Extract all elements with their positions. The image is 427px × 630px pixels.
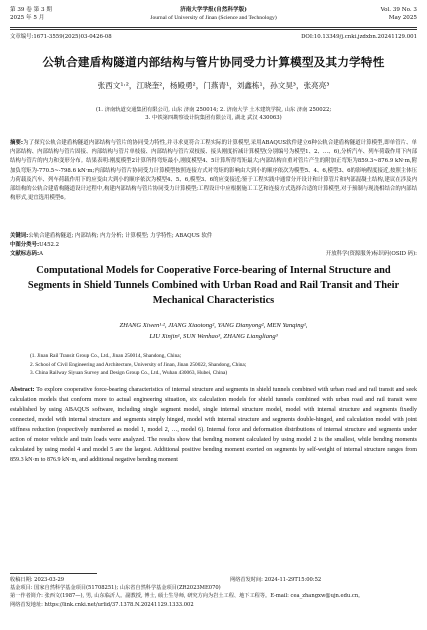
article-meta: [10, 33, 417, 41]
doc-code: A: [39, 251, 44, 257]
fund-info: 基金项目: 国家自然科学基金项目(51708251); 山东省自然科学基金项目(ZR2023ME070): [10, 585, 221, 592]
clc-code: U452.2: [39, 242, 60, 248]
journal-name-en: Journal of University of Jinan (Science and Technology): [150, 15, 277, 21]
header-left: 第 39 卷 第 3 期: [10, 7, 52, 13]
journal-name-cn: 济南大学学报(自然科学版): [180, 7, 247, 13]
footnotes: [10, 576, 417, 609]
online-date: 网络首发时间: 2024-11-29T15:00:52: [230, 577, 322, 583]
header-right-date: May 2025: [388, 15, 417, 21]
header-right: Vol. 39 No. 3: [380, 7, 417, 13]
osid-label: 开放科学(资源服务)标识码(OSID 码):: [325, 251, 417, 257]
keywords-text: 公轨合建盾构隧道; 内部结构; 内力分析; 计算模型; 力学特性; ABAQUS 软件: [28, 233, 213, 239]
affiliation-line: 2. School of Civil Engineering and Architecture, University of Jinan, Jinan 250022, Shandong, China;: [30, 361, 247, 368]
affiliations-english: [30, 352, 397, 378]
affiliation-line: (1. Jinan Rail Transit Group Co., Ltd., Jinan 250014, Shandong, China;: [30, 353, 182, 359]
abstract-english: [10, 386, 417, 466]
footnote-rule: [10, 573, 97, 574]
doi[interactable]: DOI:10.13349/j.cnki.jzdxbn.20241129.001: [301, 34, 417, 40]
doc-code-label: 文献标志码:: [10, 251, 40, 257]
title-chinese: 公轨合建盾构隧道内部结构与管片协同受力计算模型及其力学特性: [42, 55, 385, 69]
title-english: Computational Models for Cooperative Force-bearing of Internal Structure and Segments in Shield Tunnels Combined with Urban Road and Rail Transit and Their Mechanical Characteristics: [27, 265, 400, 306]
affiliations-chinese: [20, 106, 407, 123]
affiliation-line: (1. 济南轨道交通集团有限公司, 山东 济南 250014; 2. 济南大学 土木建筑学院, 山东 济南 250022;: [95, 107, 332, 113]
volume-issue-en: [381, 6, 417, 22]
clc-line: [10, 241, 417, 250]
journal-header: [10, 6, 417, 26]
online-url[interactable]: 网络首发地址: https://link.cnki.net/urlid/37.1378.N.20241129.1333.002: [10, 601, 194, 608]
abstract-chinese: [10, 139, 417, 203]
affiliation-line: 3. China Railway Siyuan Survey and Design Group Co., Ltd., Wuhan 430063, Hubei, China): [30, 370, 228, 377]
abstract-label: Abstract:: [10, 387, 35, 393]
doc-code-line: [10, 250, 417, 259]
article-number: 文章编号:1671-3559(2025)03-0426-08: [10, 34, 112, 40]
header-rule-2: [10, 29, 417, 30]
authors-english-line: ZHANG Xiwen¹·², JIANG Xiaotong², YANG Dianyong², MEN Yanqing¹,: [119, 322, 308, 329]
authors-english: [20, 320, 407, 342]
header-left-date: 2025 年 5 月: [10, 15, 45, 21]
journal-name: [10, 6, 417, 22]
keywords-label: 关键词:: [10, 233, 29, 239]
keywords-chinese: [10, 232, 417, 241]
abstract-text: 为了探究公轨合建盾构隧道内部结构与管片的协同受力特性,并寻求更符合工程实际的计算模型,采用ABAQUS软件建立6种公轨合建盾构隧道计算模型,即单管片、单内部结构、内部结构与管片固接、内部结构与管片单枝接、内部结构与管片双枝接、接头刚度折减计算模型(分别编号为模型1、2、…、6),分析汽车、列车荷载作用下内部结构与管片的内力和变形分布。结果表明:刚度模型2计算所得弯矩最小,刚度模型4、5计算所得弯矩最大;内部结构自重对管片产生的附加正弯矩为859.3~876.9 kN·m,附加负弯矩为-770.5~-798.6 kN·m;内部结构与管片协同受力计算模型按照连接方式对弯矩的影响由大到小的顺序依次为模型5、4、6,模型3、6的影响程度接近,按照主体压力荷载及汽车、列车荷载作用下的应变由大到小的顺序依次为模型4、5、6,模型3、6的应变接近;鉴于工程实践中通常分开设计和计算管片和内部混凝土结构,建议在涉及内部结构的公轨合建盾构隧道设计过程中,构建内部结构与管片协同受力计算模型;工程设计中应根据施工工艺和连接方式选择合适的计算模型,对于预制与现浇相结合的内部结构形式,更宜选用模型6。: [10, 140, 418, 202]
header-rule: [10, 27, 417, 28]
clc-label: 中图分类号:: [10, 242, 40, 248]
received-date: 收稿日期: 2023-03-29: [10, 577, 65, 583]
dates-row: [10, 576, 417, 584]
authors-english-line: LIU Xinjin¹, SUN Wenhao³, ZHANG Liangliang³: [149, 333, 278, 340]
author-bio: 第一作者简介: 张西文(1987—), 男, 山东临沂人。副教授, 博士, 硕士生导师, 研究方向为岩土工程、地下工程等。E-mail: cea_zhangxw@ujn.edu.cn。: [10, 593, 364, 600]
affiliation-line: 3. 中铁第四勘察设计院集团有限公司, 湖北 武汉 430063): [145, 115, 282, 122]
abstract-label: 摘要:: [10, 140, 24, 146]
authors-chinese: 张西文¹·²，江晓奎²，杨殿勇²，门燕青¹，刘鑫栋¹，孙文昊³，张亮亮³: [97, 81, 330, 90]
abstract-text: To explore cooperative force-bearing characteristics of internal structure and segments in shield tunnels combined with urban road and rail transit and seek calculation models that conform more to actual engineering situation, six calculation models for shield tunnels combined with urban road and rail transit were established by using ABAQUS software, including single segment model, single internal structure model, model with internal structure and segments fixedly connected, model with internal structure and segments simply hinged, model with internal structure and segments double-hinged, and calculation model with joint stiffness reduction (respectively numbered as model 1, model 2, …, model 6). Internal force and deformation distributions of internal structure and segments under action of motor vehicle and train loads were analyzed. The results show that bending moment calculated by using model 2 is the smallest, while bending moments calculated by using model 4 and model 5 are the largest. Additional positive bending moment exerted on segments by self-weight of internal structure ranges from 859.3 kN·m to 876.9 kN·m, and additional negative bending moment: [10, 387, 417, 463]
